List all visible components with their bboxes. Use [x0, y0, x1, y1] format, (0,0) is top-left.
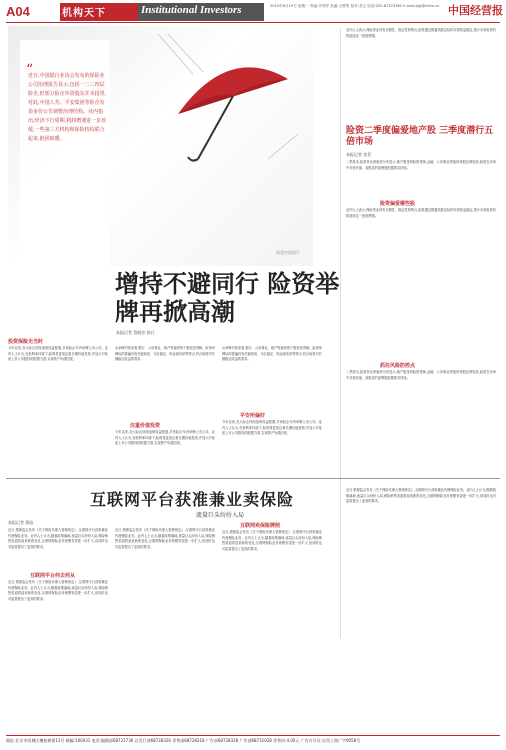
header-rule — [6, 22, 500, 23]
page-number: A04 — [6, 4, 30, 19]
bottom-col-1: 近日,银保监会发布《关于保险代理人管理规定》,互联网平台获准兼业代理保险业务。业内人士认为,随着政策落地,流量巨头纷纷入局,保险销售渠道将迎来新的变化,互联网保险业务规模有望进一步扩大,但同时也对监管提出了更高的要求。 — [8, 528, 108, 549]
main-author: 本报记者 蔡晓芳 郭兵 — [116, 330, 155, 335]
right-subhead-2: 抓住风险防控点 — [380, 363, 416, 369]
main-col-2: 从举牌对象来看,银行、公用事业、地产等板块的个股较受青睐。险资举牌标的普遍具有估值较低、分红稳定、现金流充沛等特点,符合险资对长期稳定收益的需求。 — [115, 346, 215, 362]
footer-rule — [6, 735, 500, 736]
footer-text: 地址:北京市西城区槐柏树街11号 邮编:100031 电话:编辑部68721736 总发行部68728326 零售部68728318 广告部68728328 广告部68731028 零售价:4.00元 广告许可证:京西工商广字0058号 — [6, 738, 361, 743]
bottom-rule — [6, 478, 500, 479]
main-subhead-1: 投资保险无当时 — [8, 339, 44, 345]
quote-mark-icon: “ — [26, 62, 34, 78]
header-meta: 2019年8月19日 星期一 责编:齐郑军 美编:王俊男 校对:龙云 电话:020-87373362 E-mail:jrjg@nfcm.cn — [270, 4, 440, 8]
main-title: 增持不避同行 险资举牌再掀高潮 — [115, 270, 340, 326]
bottom-article-title: 互联网平台获准兼业卖保险 — [90, 490, 295, 509]
right-article-author: 本报记者 张菲 — [346, 152, 372, 157]
main-subhead-2: 注重价值投资 — [130, 423, 161, 429]
main-col-3b: 今年以来,各大险企持续加码权益配置,多家险企年内举牌上市公司。业内人士认为,在低利率环境下,险资将更加注重长期价值投资,并加大对优质上市公司股权的配置力度,实现资产负债匹配。 — [222, 420, 322, 436]
bottom-col-1b: 近日,银保监会发布《关于保险代理人管理规定》,互联网平台获准兼业代理保险业务。业内人士认为,随着政策落地,流量巨头纷纷入局,保险销售渠道将迎来新的变化,互联网保险业务规模有望进一步扩大,但同时也对监管提出了更高的要求。 — [8, 580, 108, 601]
right-article-title: 险资二季度偏爱地产股 三季度潜行五倍市场 — [346, 126, 494, 147]
bottom-col-4: 近日,银保监会发布《关于保险代理人管理规定》,互联网平台获准兼业代理保险业务。业内人士认为,随着政策落地,流量巨头纷纷入局,保险销售渠道将迎来新的变化,互联网保险业务规模有望进一步扩大,但同时也对监管提出了更高的要求。 — [346, 488, 496, 504]
bottom-subhead-2: 互联网卖保险牌照 — [240, 523, 281, 529]
column-separator — [340, 28, 341, 638]
bottom-col-2: 近日,银保监会发布《关于保险代理人管理规定》,互联网平台获准兼业代理保险业务。业内人士认为,随着政策落地,流量巨头纷纷入局,保险销售渠道将迎来新的变化,互联网保险业务规模有望进一步扩大,但同时也对监管提出了更高的要求。 — [115, 528, 215, 549]
right-col-text-1: 二季度末,险资持仓的板块分布显示,地产股受到险资青睐,金融、公用事业等板块持股比例较高,险资在市场中对低估值、高股息的蓝筹股配置需求持续。 — [346, 160, 496, 170]
section-title-cn: 机构天下 — [62, 8, 106, 19]
main-col-3: 从举牌对象来看,银行、公用事业、地产等板块的个股较受青睐。险资举牌标的普遍具有估值较低、分红稳定、现金流充沛等特点,符合险资对长期稳定收益的需求。 — [222, 346, 322, 362]
summary-text: 近日,中国银行业协会发布的保险业公司治理报告显示,包括一二三四层险企,但部分险企外资股东并未投票,对此,中国人寿、平安集团等险企发表多份公告调整治理结构。业内指出,经济下行周期,利润增速进一步放缓,一些第三方机构和保险机构联合起来,抱团取暖。 — [28, 73, 107, 142]
bottom-col-3: 近日,银保监会发布《关于保险代理人管理规定》,互联网平台获准兼业代理保险业务。业内人士认为,随着政策落地,流量巨头纷纷入局,保险销售渠道将迎来新的变化,互联网保险业务规模有望进一步扩大,但同时也对监管提出了更高的要求。 — [222, 530, 322, 551]
right-col-text-3: 二季度末,险资持仓的板块分布显示,地产股受到险资青睐,金融、公用事业等板块持股比例较高,险资在市场中对低估值、高股息的蓝筹股配置需求持续。 — [346, 370, 496, 380]
main-col-1: 今年以来,各大险企持续加码权益配置,多家险企年内举牌上市公司。业内人士认为,在低利率环境下,险资将更加注重长期价值投资,并加大对优质上市公司股权的配置力度,实现资产负债匹配。 — [8, 346, 108, 362]
right-subhead-1: 险资偏爱哪些股 — [380, 201, 416, 207]
right-col-text-2: 业内人士表示,保险资金具有长期性、稳定性的特点,险资通过配置高股息标的实现收益稳定,预计未来险资仍将延续这一投资逻辑。 — [346, 208, 496, 218]
right-top-text: 业内人士表示,保险资金具有长期性、稳定性的特点,险资通过配置高股息标的实现收益稳定,预计未来险资仍将延续这一投资逻辑。 — [346, 28, 496, 38]
section-title-en: Institutional Investors — [141, 4, 242, 16]
umbrella-icon — [158, 34, 308, 164]
image-credit: 视觉中国图片 — [276, 250, 300, 255]
bottom-article-subtitle: 流量巨头纷纷入局 — [196, 512, 245, 519]
bottom-author: 本报记者 蒲寂 — [8, 520, 34, 525]
paper-logo: 中国经营报 — [448, 4, 503, 17]
bottom-subhead-1: 互联网平台何去何从 — [30, 573, 76, 579]
main-subhead-3: 平安所偏好 — [240, 413, 266, 419]
main-col-2b: 今年以来,各大险企持续加码权益配置,多家险企年内举牌上市公司。业内人士认为,在低利率环境下,险资将更加注重长期价值投资,并加大对优质上市公司股权的配置力度,实现资产负债匹配。 — [115, 430, 215, 446]
